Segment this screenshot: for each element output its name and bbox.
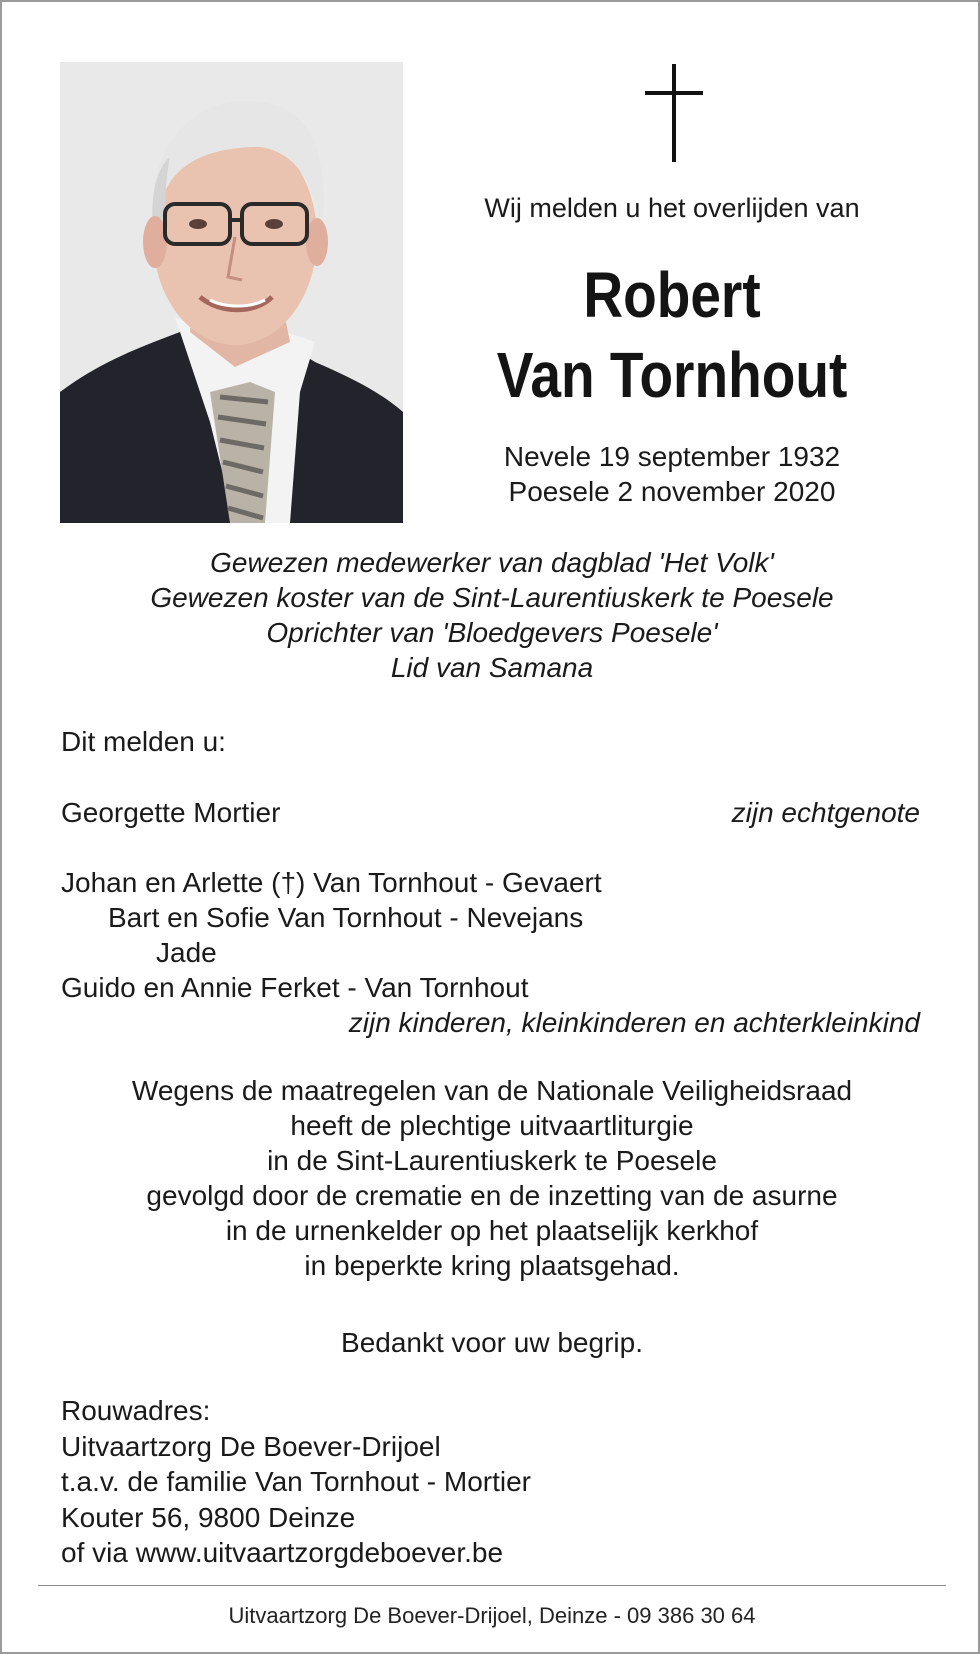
- address-heading: Rouwadres:: [61, 1395, 211, 1426]
- announcement: Wij melden u het overlijden van: [484, 193, 860, 223]
- spouse-name: Georgette Mortier: [61, 797, 281, 828]
- notice-line: in de Sint-Laurentiuskerk te Poesele: [267, 1145, 717, 1176]
- family-line: Bart en Sofie Van Tornhout - Nevejans: [108, 902, 584, 933]
- family-relation: zijn kinderen, kleinkinderen en achterkleinkind: [348, 1007, 920, 1038]
- ceremony-notice: [42, 1073, 942, 1283]
- cross-icon: [645, 64, 703, 162]
- birth-line: Nevele 19 september 1932: [503, 441, 841, 472]
- family-line: Guido en Annie Ferket - Van Tornhout: [61, 972, 529, 1003]
- address-line: t.a.v. de familie Van Tornhout - Mortier: [61, 1466, 531, 1497]
- address-line: Uitvaartzorg De Boever-Drijoel: [61, 1430, 441, 1462]
- roles-list: [42, 545, 942, 685]
- portrait-photo: [60, 62, 403, 523]
- notice-line: in de urnenkelder op het plaatselijk kerkhof: [225, 1215, 759, 1246]
- notice-line: heeft de plechtige uitvaartliturgie: [290, 1110, 694, 1141]
- role-line: Oprichter van 'Bloedgevers Poesele': [266, 617, 718, 648]
- deceased-first-name: Robert: [583, 259, 761, 331]
- life-dates: [422, 439, 922, 509]
- family-line: Johan en Arlette (†) Van Tornhout - Gevaert: [61, 867, 602, 898]
- role-line: Gewezen koster van de Sint-Laurentiuskerk te Poesele: [150, 582, 834, 613]
- footer-contact: Uitvaartzorg De Boever-Drijoel, Deinze - 09 386 30 64: [228, 1603, 756, 1628]
- notice-line: gevolgd door de crematie en de inzetting van de asurne: [146, 1180, 838, 1211]
- divider: [38, 1585, 946, 1586]
- notice-line: Wegens de maatregelen van de Nationale Veiligheidsraad: [131, 1075, 853, 1106]
- role-line: Gewezen medewerker van dagblad 'Het Volk': [210, 547, 774, 578]
- mourning-address: [61, 1393, 531, 1571]
- thanks-text: Bedankt voor uw begrip.: [341, 1327, 643, 1358]
- family-line: Jade: [156, 937, 217, 968]
- address-line: Kouter 56, 9800 Deinze: [61, 1501, 356, 1533]
- spouse-relation: zijn echtgenote: [731, 797, 920, 828]
- website-link[interactable]: of via www.uitvaartzorgdeboever.be: [61, 1537, 504, 1568]
- intro-text: Dit melden u:: [61, 726, 226, 757]
- notice-line: in beperkte kring plaatsgehad.: [304, 1250, 680, 1281]
- death-line: Poesele 2 november 2020: [508, 476, 836, 507]
- role-line: Lid van Samana: [390, 652, 594, 683]
- deceased-last-name: Van Tornhout: [496, 339, 848, 411]
